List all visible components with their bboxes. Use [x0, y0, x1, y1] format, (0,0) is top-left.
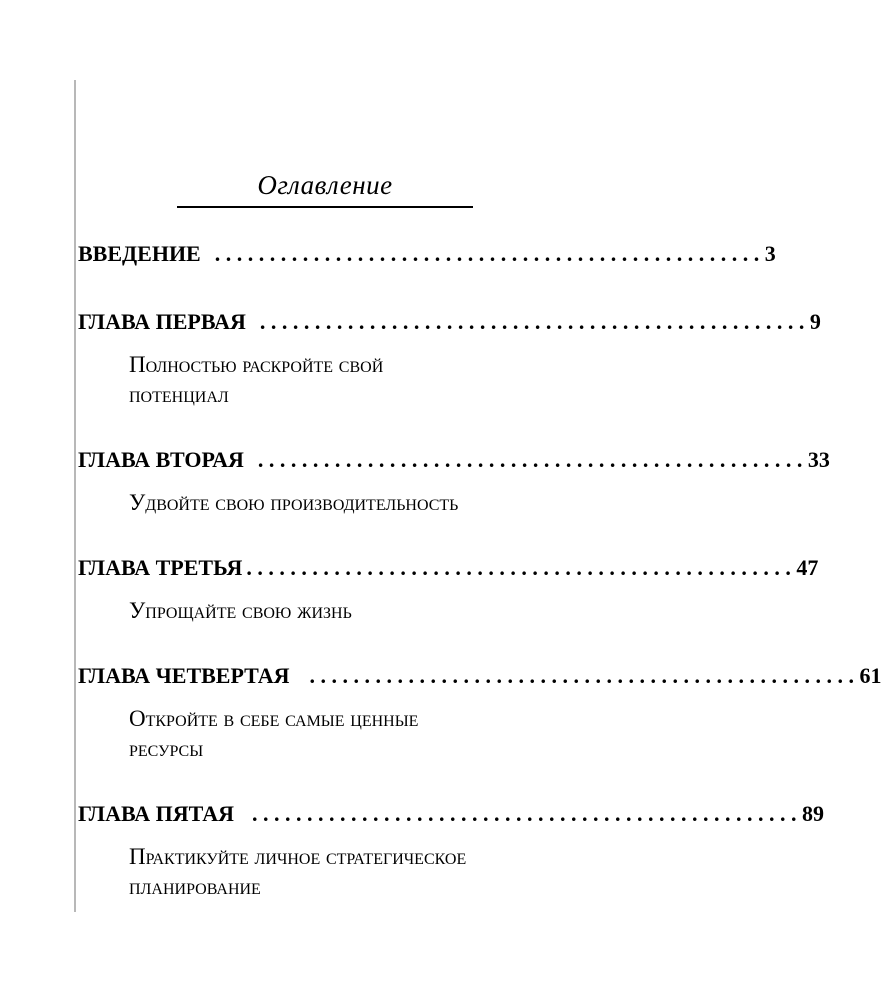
toc-heading: ГЛАВА ПЯТАЯ [78, 801, 234, 826]
chapter-subtitle [129, 350, 569, 410]
subtitle-line: Откройте в себе самые ценные [129, 706, 419, 731]
toc-heading-row [78, 308, 821, 336]
subtitle-line: Упрощайте свою жизнь [129, 598, 352, 623]
toc-entry-chapter-2[interactable] [78, 446, 830, 518]
toc-entry-chapter-4[interactable] [78, 662, 882, 764]
subtitle-line: ресурсы [129, 736, 204, 761]
chapter-subtitle [129, 842, 569, 902]
subtitle-line: Полностью раскройте свой [129, 352, 384, 377]
toc-heading-row [78, 240, 776, 268]
toc-entry-chapter-3[interactable] [78, 554, 819, 626]
toc-entry-chapter-1[interactable] [78, 308, 821, 410]
toc-heading: ГЛАВА ВТОРАЯ [78, 447, 244, 472]
toc-heading-row [78, 800, 824, 828]
chapter-subtitle [129, 488, 569, 518]
title-underline [177, 206, 473, 208]
toc-title: Оглавление [257, 170, 393, 200]
toc-heading-row [78, 662, 882, 690]
subtitle-line: планирование [129, 874, 261, 899]
toc-heading-row [78, 554, 819, 582]
chapter-subtitle [129, 596, 569, 626]
dot-leader: .................................................. [257, 447, 808, 472]
dot-leader: .................................................. [246, 555, 797, 580]
dot-leader: .................................................. [259, 309, 810, 334]
page-number: 3 [764, 241, 776, 266]
toc-heading: ГЛАВА ЧЕТВЕРТАЯ [78, 663, 290, 688]
toc-heading: ГЛАВА ТРЕТЬЯ [78, 555, 243, 580]
page-number: 47 [796, 555, 819, 580]
page-number: 9 [809, 309, 821, 334]
toc-heading-row [78, 446, 830, 474]
dot-leader: .................................................. [309, 663, 860, 688]
dot-leader: .................................................. [252, 801, 802, 826]
toc-entry-chapter-5[interactable] [78, 800, 824, 902]
subtitle-line: Практикуйте личное стратегическое [129, 844, 467, 869]
toc-heading: ВВЕДЕНИЕ [78, 241, 201, 266]
page-number: 89 [802, 801, 824, 826]
subtitle-line: Удвойте свою производительность [129, 490, 459, 515]
chapter-subtitle [129, 704, 569, 764]
dot-leader: .................................................. [214, 241, 765, 266]
toc-heading: ГЛАВА ПЕРВАЯ [78, 309, 246, 334]
page-margin-line [74, 80, 76, 912]
page-number: 33 [807, 447, 830, 472]
page-number: 61 [859, 663, 882, 688]
subtitle-line: потенциал [129, 382, 229, 407]
toc-entry-introduction[interactable] [78, 240, 776, 268]
